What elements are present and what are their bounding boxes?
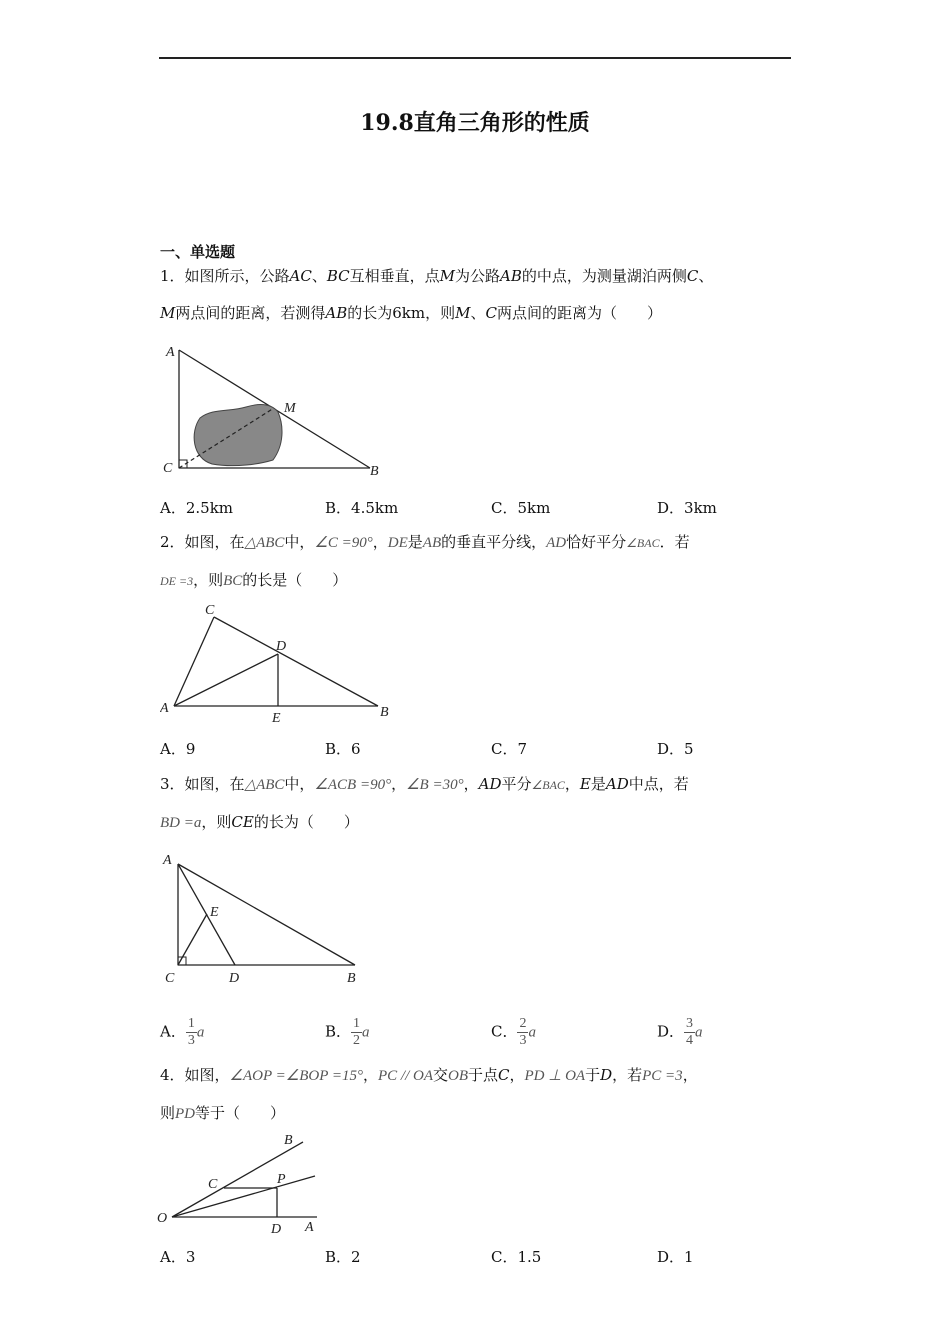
figure-2-label-b: B [380, 705, 389, 720]
figure-2-label-d: D [276, 639, 287, 654]
question-4-option-d[interactable]: D．1 [657, 1248, 694, 1266]
question-3-line-2: BD =a，则CE的长为（ ） [160, 813, 359, 831]
question-2-option-a[interactable]: A．9 [160, 740, 196, 758]
question-1-line-2: M两点间的距离，若测得AB的长为6km，则M、C两点间的距离为（ ） [160, 304, 662, 322]
figure-4-label-o: O [157, 1211, 168, 1226]
figure-2-segment-ac [174, 617, 214, 706]
figure-2-label-a: A [160, 701, 169, 716]
figure-4-label-b: B [284, 1133, 293, 1148]
question-4-line-1: 4．如图，∠AOP =∠BOP =15°，PC // OA交OB于点C，PD ⊥ OA于D，若PC =3， [160, 1066, 698, 1084]
figure-2-label-e: E [272, 711, 281, 725]
figure-3-segment-ab [178, 864, 355, 965]
question-1-options [160, 497, 790, 527]
question-1-option-a[interactable]: A．2.5km [160, 499, 234, 517]
question-1-option-c[interactable]: C．5km [491, 499, 551, 517]
question-1-option-b[interactable]: B．4.5km [325, 499, 399, 517]
question-1-line-1: 1．如图所示，公路AC、BC互相垂直，点M为公路AB的中点，为测量湖泊两侧C、 [160, 267, 714, 285]
figure-1-label-m: M [284, 401, 296, 416]
question-3-options [160, 1002, 790, 1048]
question-4-option-c[interactable]: C．1.5 [491, 1248, 542, 1266]
question-3-line-1: 3．如图，在△ABC中，∠ACB =90°，∠B =30°，AD平分∠BAC，E是AD中点，若 [160, 775, 689, 793]
question-4 [160, 1057, 790, 1133]
fraction: $\frac{3}{4}$ [686, 1016, 694, 1048]
question-4-line-2: 则PD等于（ ） [160, 1104, 286, 1122]
figure-4-label-d: D [271, 1222, 282, 1237]
question-3 [160, 766, 790, 842]
question-3-option-b[interactable]: B． $\frac{1}{2}$ a [325, 1016, 370, 1048]
figure-1-lake-triangle [160, 340, 390, 480]
question-2-option-c[interactable]: C．7 [491, 740, 528, 758]
fraction: $\frac{1}{2}$ [353, 1016, 361, 1048]
page-title: 19.8直角三角形的性质 [360, 110, 590, 136]
figure-2-triangle-abc [160, 600, 400, 725]
figure-3-label-a: A [163, 853, 172, 868]
question-2-line-1: 2．如图，在△ABC中，∠C =90°，DE是AB的垂直平分线，AD恰好平分∠BAC．若 [160, 533, 690, 551]
question-2-option-b[interactable]: B．6 [325, 740, 361, 758]
figure-2-segment-cb [214, 617, 378, 706]
figure-3-label-b: B [347, 971, 356, 986]
question-2 [160, 524, 790, 600]
figure-3-label-c: C [165, 971, 175, 986]
question-2-line-2: DE =3，则BC的长是（ ） [160, 571, 348, 589]
section-heading: 一、单选题 [160, 243, 236, 261]
question-4-option-a[interactable]: A．3 [160, 1248, 196, 1266]
figure-3-label-d: D [229, 971, 240, 986]
fraction: $\frac{2}{3}$ [519, 1016, 527, 1048]
question-1 [160, 258, 790, 332]
question-2-option-d[interactable]: D．5 [657, 740, 694, 758]
figure-3-triangle-abc [160, 848, 380, 988]
figure-1-label-a: A [166, 345, 175, 360]
figure-3-label-e: E [210, 905, 219, 920]
figure-2-segment-ad [174, 654, 278, 706]
figure-1-lake-shape [194, 405, 282, 466]
question-3-option-d[interactable]: D． $\frac{3}{4}$ a [657, 1016, 703, 1048]
question-3-option-c[interactable]: C． $\frac{2}{3}$ a [491, 1016, 536, 1048]
figure-1-label-b: B [370, 464, 379, 479]
header-rule [159, 57, 791, 59]
figure-4-label-p: P [277, 1172, 286, 1187]
figure-4-angle-diagram [155, 1128, 335, 1240]
question-2-options [160, 738, 790, 768]
figure-4-label-c: C [208, 1177, 218, 1192]
figure-4-label-a: A [305, 1220, 314, 1235]
question-4-option-b[interactable]: B．2 [325, 1248, 361, 1266]
figure-4-ray-op [172, 1176, 315, 1217]
question-4-options [160, 1246, 790, 1276]
question-3-option-a[interactable]: A． $\frac{1}{3}$ a [160, 1016, 205, 1048]
question-1-option-d[interactable]: D．3km [657, 499, 717, 517]
figure-2-label-c: C [205, 603, 215, 618]
figure-1-label-c: C [163, 461, 173, 476]
fraction: $\frac{1}{3}$ [187, 1016, 195, 1048]
